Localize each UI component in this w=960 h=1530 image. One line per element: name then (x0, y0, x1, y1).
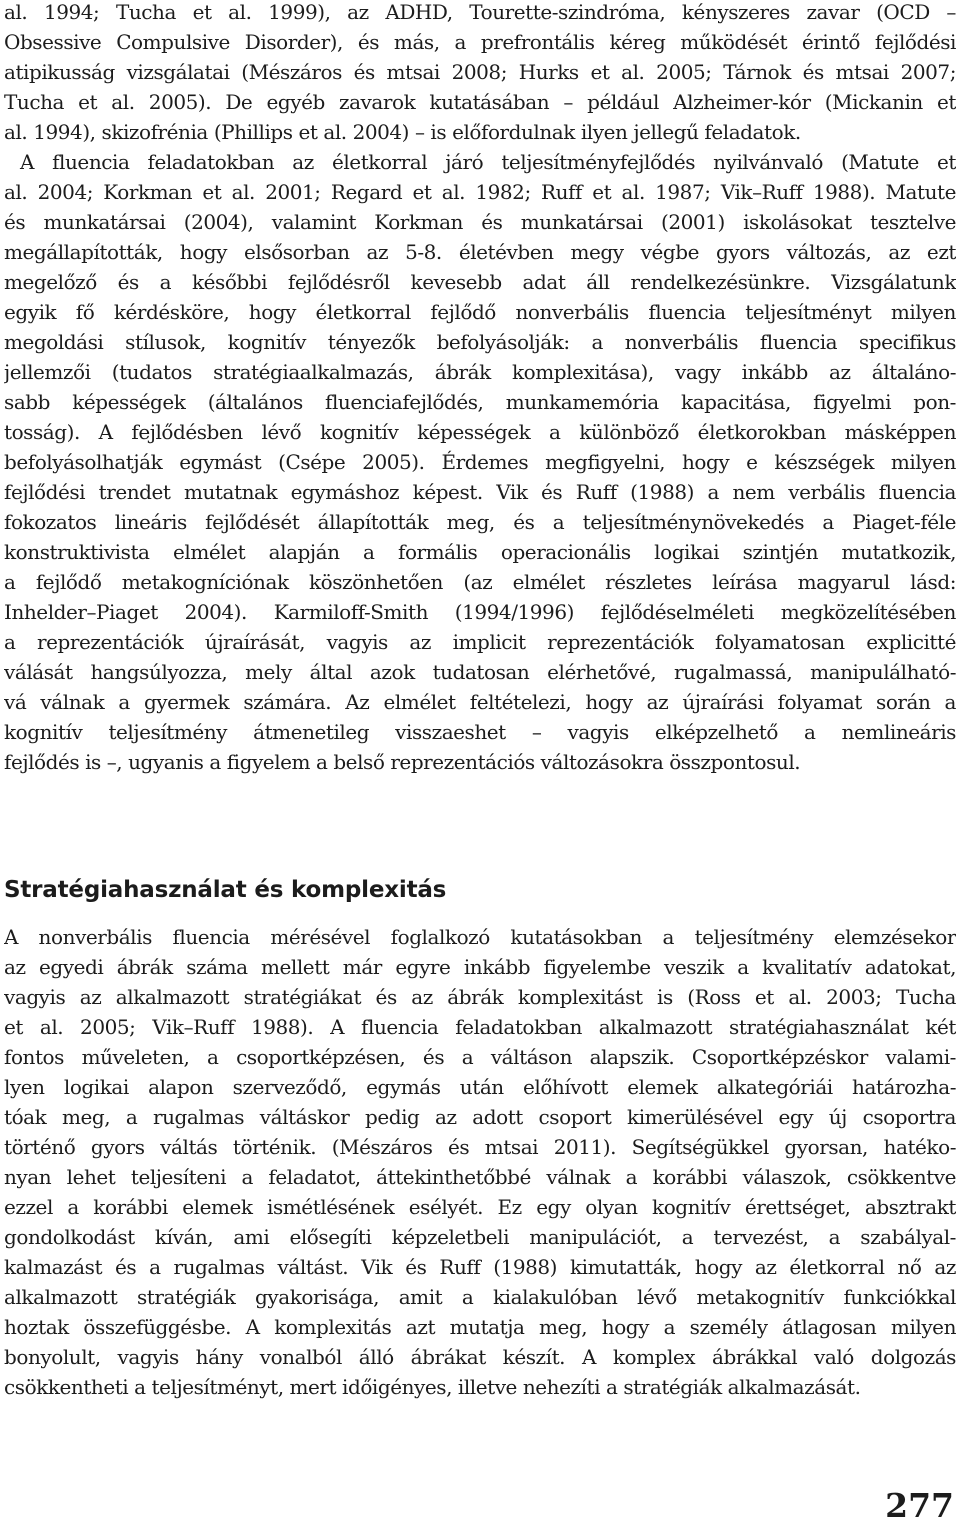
text-line: bonyolult, vagyis hány vonalból álló ábrákat készít. A komplex ábrákkal való dolgozás (4, 1345, 956, 1369)
text-line: gondolkodást kíván, ami elősegíti képzeletbeli manipulációt, a tervezést, a szabályal- (4, 1225, 956, 1249)
text-line: nyan lehet teljesíteni a feladatot, áttekinthetőbbé válnak a korábbi válaszok, csökkentve (4, 1165, 956, 1189)
text-line: a reprezentációk újraírását, vagyis az implicit reprezentációk folyamatosan explicitté (4, 630, 956, 654)
text-line: sabb képességek (általános fluenciafejlődés, munkamemória kapacitása, figyelmi pon- (4, 390, 956, 414)
text-line: fokozatos lineáris fejlődését állapították meg, és a teljesítménynövekedés a Piaget-féle (4, 510, 956, 534)
text-line: A nonverbális fluencia mérésével foglalkozó kutatásokban a teljesítmény elemzésekor (4, 925, 956, 949)
text-line: megállapították, hogy elsősorban az 5-8. életévben megy végbe gyors változás, az ezt (4, 240, 956, 264)
text-line: válását hangsúlyozza, mely által azok tudatosan elérhetővé, rugalmassá, manipulálható- (4, 660, 956, 684)
text-line: tosság). A fejlődésben lévő kognitív képességek a különböző életkorokban másképpen (4, 420, 956, 444)
body-text-top (4, 0, 956, 777)
text-line: tóak meg, a rugalmas váltáskor pedig az adott csoport kimerülésével egy új csoportra (4, 1105, 956, 1129)
text-line: hoztak összefüggésbe. A komplexitás azt mutatja meg, hogy a személy átlagosan milyen (4, 1315, 956, 1339)
text-line: befolyásolhatják egymást (Csépe 2005). Érdemes megfigyelni, hogy e készségek milyen (4, 450, 956, 474)
text-line: fejlődési trendet mutatnak egymáshoz képest. Vik és Ruff (1988) a nem verbális fluencia (4, 480, 956, 504)
text-line: ezzel a korábbi elemek ismétlésének esélyét. Ez egy olyan kognitív érettséget, absztrakt (4, 1195, 956, 1219)
body-text-bottom (4, 922, 956, 1402)
text-line: Tucha et al. 2005). De egyéb zavarok kutatásában – például Alzheimer-kór (Mickanin et (4, 90, 956, 114)
paragraph-2 (4, 147, 956, 777)
text-line: a fejlődő metakogníciónak köszönhetően (az elmélet részletes leírása magyarul lásd: (4, 570, 956, 594)
paragraph-1 (4, 0, 956, 147)
text-line: al. 1994), skizofrénia (Phillips et al. 2004) – is előfordulnak ilyen jellegű feladatok. (4, 120, 801, 144)
text-line: al. 1994; Tucha et al. 1999), az ADHD, Tourette-szindróma, kényszeres zavar (OCD – (4, 0, 956, 24)
text-line: megelőző és a későbbi fejlődésről kevesebb adat áll rendelkezésünkre. Vizsgálatunk (4, 270, 956, 294)
text-line: lyen logikai alapon szerveződő, egymás után előhívott elemek alkategóriái határozha- (4, 1075, 956, 1099)
text-line: vagyis az alkalmazott stratégiákat és az ábrák komplexitást is (Ross et al. 2003; Tucha (4, 985, 956, 1009)
text-line: jellemzői (tudatos stratégiaalkalmazás, ábrák komplexitása), vagy inkább az általáno- (4, 360, 956, 384)
text-line: al. 2004; Korkman et al. 2001; Regard et al. 1982; Ruff et al. 1987; Vik–Ruff 1988). Matute (4, 180, 956, 204)
text-line: az egyedi ábrák száma mellett már egyre inkább figyelembe veszik a kvalitatív adatokat, (4, 955, 956, 979)
text-line: Obsessive Compulsive Disorder), és más, a prefrontális kéreg működését érintő fejlődési (4, 30, 956, 54)
text-line: egyik fő kérdésköre, hogy életkorral fejlődő nonverbális fluencia teljesítményt milyen (4, 300, 956, 324)
text-line: A fluencia feladatokban az életkorral járó teljesítményfejlődés nyilvánvaló (Matute et (20, 150, 956, 174)
text-line: történő gyors váltás történik. (Mészáros és mtsai 2011). Segítségükkel gyorsan, hatéko- (4, 1135, 956, 1159)
text-line: csökkentheti a teljesítményt, mert időigényes, illetve nehezíti a stratégiák alkalmazását. (4, 1375, 861, 1399)
text-line: fejlődés is –, ugyanis a figyelem a belső reprezentációs változásokra összpontosul. (4, 750, 801, 774)
text-line: et al. 2005; Vik–Ruff 1988). A fluencia feladatokban alkalmazott stratégiahasználat két (4, 1015, 956, 1039)
text-line: és munkatársai (2004), valamint Korkman és munkatársai (2001) iskolásokat tesztelve (4, 210, 956, 234)
text-line: megoldási stílusok, kognitív tényezők befolyásolják: a nonverbális fluencia specifikus (4, 330, 956, 354)
text-line: atipikusság vizsgálatai (Mészáros és mtsai 2008; Hurks et al. 2005; Tárnok és mtsai 2007; (4, 60, 956, 84)
text-line: fontos műveleten, a csoportképzésen, és a váltáson alapszik. Csoportképzéskor valami- (4, 1045, 956, 1069)
text-line: vá válnak a gyermek számára. Az elmélet feltételezi, hogy az újraírási folyamat során a (4, 690, 956, 714)
section-heading: Stratégiahasználat és komplexitás (4, 877, 447, 903)
text-line: alkalmazott stratégiák gyakorisága, amit a kialakulóban lévő metakognitív funkciókkal (4, 1285, 956, 1309)
paragraph-3 (4, 922, 956, 1402)
page-number: 277 (885, 1486, 954, 1525)
text-line: Inhelder–Piaget 2004). Karmiloff-Smith (1994/1996) fejlődéselméleti megközelítésében (4, 600, 956, 624)
text-line: kognitív teljesítmény átmenetileg visszaeshet – vagyis elképzelhető a nemlineáris (4, 720, 956, 744)
text-line: konstruktivista elmélet alapján a formális operacionális logikai szintjén mutatkozik, (4, 540, 956, 564)
text-line: kalmazást és a rugalmas váltást. Vik és Ruff (1988) kimutatták, hogy az életkorral nő az (4, 1255, 956, 1279)
